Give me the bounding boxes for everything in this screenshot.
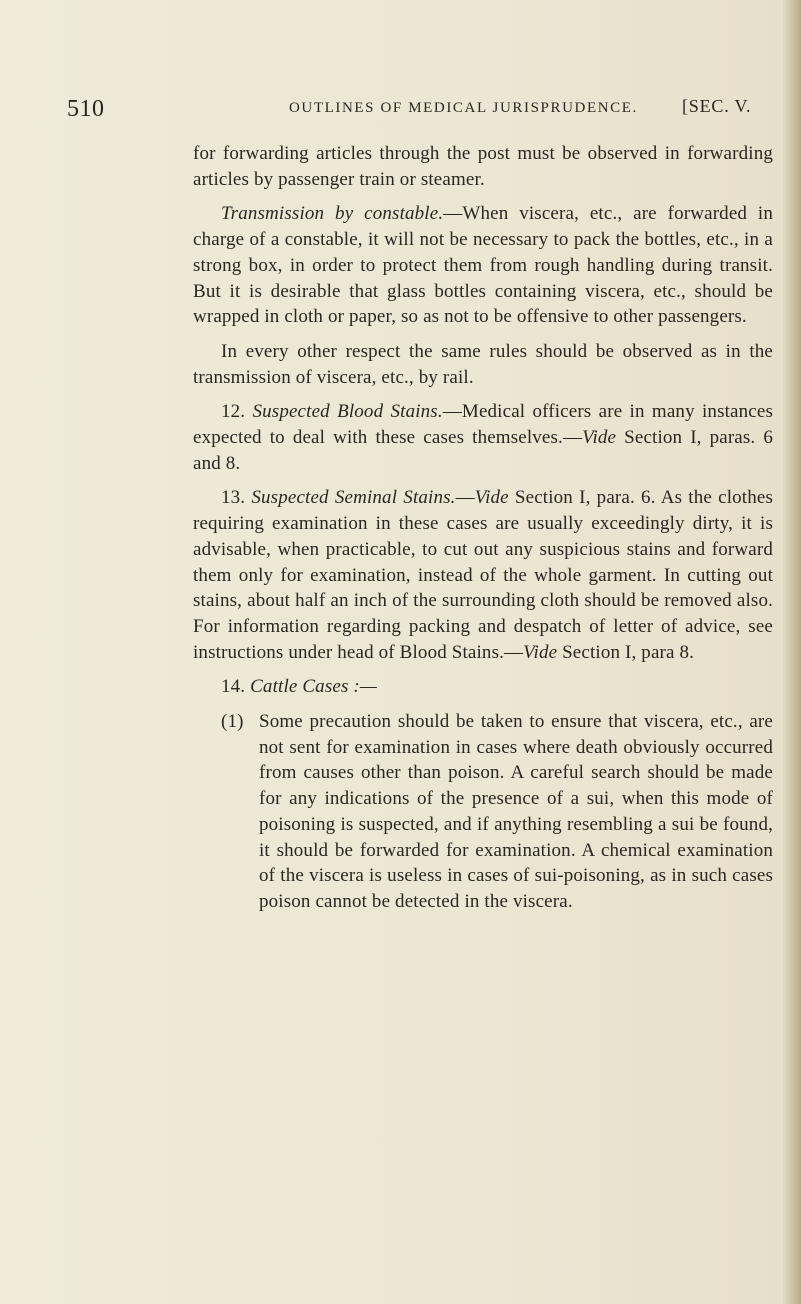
paragraph-transmission-constable xyxy=(193,201,773,330)
list-item xyxy=(193,709,773,915)
paragraph-heading: Cattle Cases :— xyxy=(250,676,377,698)
paragraph-text: Section I, para. 6. As the clothes requiring examination in these cases are usually exceedingly dirty, it is advisable, when practicable, to cut out any suspicious stains and forward them only for examination, instead of the whole garment. In cutting out stains, about half an inch of the surrounding cloth should be removed also. For information regarding packing and despatch of letter of advice, see instructions under head of Blood Stains.— xyxy=(193,487,773,663)
section-reference: [SEC. V. xyxy=(682,96,752,116)
paragraph-cattle-cases xyxy=(193,674,773,700)
paragraph-text: —When viscera, etc., are forwarded in charge of a constable, it will not be necessary to pack the bottles, etc., in a strong box, in order to protect them from rough handling during transit. But it is desirable that glass bottles containing viscera, etc., should be wrapped in cloth or paper, so as not to be offensive to other passengers. xyxy=(193,203,774,328)
paragraph-text: —Medical officers are in many instances expected to deal with these cases themselves.— xyxy=(193,401,773,449)
section-number: 14. xyxy=(221,676,246,698)
paragraph-blood-stains xyxy=(193,399,773,476)
paragraph-text: Section I, para 8. xyxy=(557,641,695,663)
paragraph-seminal-stains xyxy=(193,485,773,665)
section-number: 13. xyxy=(221,487,246,509)
page-header xyxy=(0,96,801,126)
page-number: 510 xyxy=(67,96,105,122)
paragraph-heading: Suspected Seminal Stains. xyxy=(251,487,456,509)
running-title: OUTLINES OF MEDICAL JURISPRUDENCE. xyxy=(289,100,638,116)
body-text xyxy=(193,141,773,915)
dash: — xyxy=(455,487,475,509)
paragraph-text: Section I, paras. 6 and 8. xyxy=(193,427,773,474)
page-binding-edge xyxy=(783,0,801,1304)
paragraph-text: In every other respect the same rules should be observed as in the transmission of viscera, etc., by rail. xyxy=(193,340,773,388)
list-item-text: Some precaution should be taken to ensure that viscera, etc., are not sent for examination in cases where death obviously occurred from causes other than poison. A careful search should be made for any indications of the presence of a sui, when this mode of poisoning is suspected, and if anything resembling a sui be found, it should be forwarded for examination. A chemical examination of the viscera is useless in cases of sui-poisoning, as in such cases poison cannot be detected in the viscera. xyxy=(259,711,773,912)
paragraph-other-respect xyxy=(193,339,773,390)
paragraph-continuation xyxy=(193,141,773,192)
vide-reference: Vide xyxy=(582,427,617,449)
vide-reference: Vide xyxy=(474,487,509,509)
paragraph-heading: Transmission by constable. xyxy=(221,203,444,225)
paragraph-heading: Suspected Blood Stains. xyxy=(252,401,443,423)
section-number: 12. xyxy=(221,401,246,423)
vide-reference: Vide xyxy=(523,641,558,663)
list-marker: (1) xyxy=(221,711,244,733)
paragraph-text: for forwarding articles through the post must be observed in forwarding articles by passenger train or steamer. xyxy=(193,143,773,190)
